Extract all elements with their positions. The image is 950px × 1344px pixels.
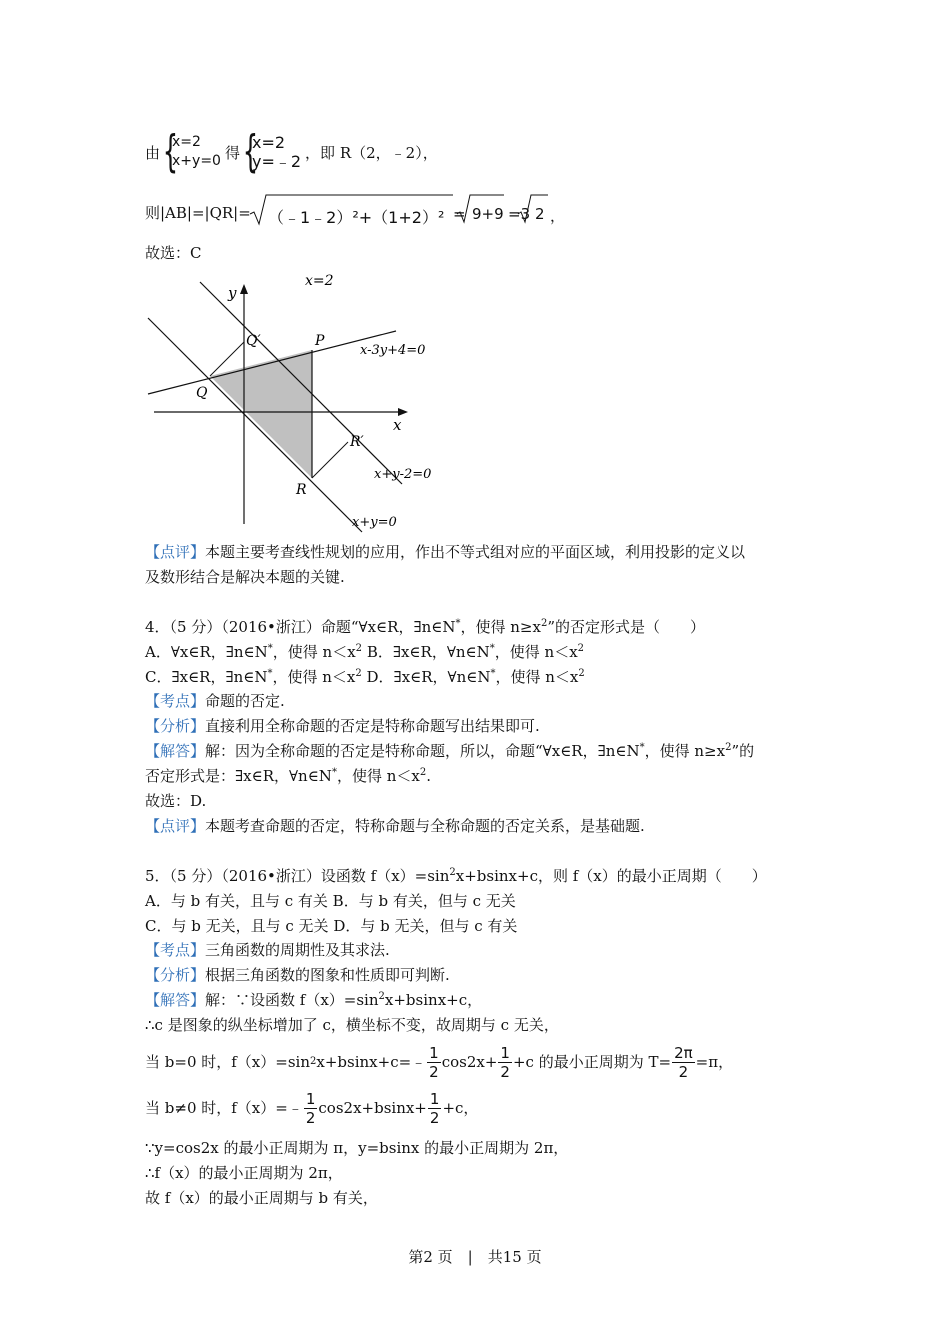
q5-line5: ∵y=cos2x 的最小正周期为 π，y=bsinx 的最小正周期为 2π，	[145, 1139, 569, 1157]
q4-stem-c: ”的否定形式是（ ）	[547, 618, 705, 636]
label-x: x	[393, 416, 402, 434]
label-p: P	[315, 333, 325, 349]
opt-a1: A．∀x∈R，∃n∈N	[145, 643, 268, 661]
label-line3: x+y=0	[352, 515, 397, 530]
tag-dianping: 【点评】	[145, 817, 206, 835]
sup: *	[331, 767, 337, 778]
feasible-region	[210, 350, 312, 478]
eq-2: =	[453, 205, 466, 223]
q5-line3e: =π，	[695, 1053, 734, 1071]
sup: *	[267, 668, 273, 679]
q4-jieda1c: ”的	[731, 742, 755, 760]
q5-stem	[145, 866, 767, 886]
frac-num: 1	[429, 1043, 439, 1062]
q5-stem-a: 5．（5 分）（2016•浙江）设函数 f（x）=sin	[145, 867, 450, 885]
radicand-3: 2	[535, 205, 545, 223]
q5-fenxi	[145, 965, 450, 985]
q5-jieda1	[145, 990, 482, 1010]
frac-den: 2	[305, 1108, 316, 1127]
q5-jieda1b: x+bsinx+c，	[384, 991, 483, 1009]
q4-stem-b: ，使得 n≥x	[460, 618, 541, 636]
sup: *	[455, 618, 461, 629]
q4-jieda2a: 否定形式是：∃x∈R，∀n∈N	[145, 767, 332, 785]
q4-stem	[145, 617, 705, 637]
tag-dianping: 【点评】	[145, 543, 206, 561]
fraction-half-1	[427, 1044, 441, 1081]
fraction-2pi	[672, 1044, 695, 1081]
q4-answer: 故选：D.	[145, 792, 207, 810]
tag-kaodian: 【考点】	[145, 692, 206, 710]
q4-dianping	[145, 816, 645, 836]
label-r: R	[296, 482, 307, 498]
q5-jieda1a: 解：∵设函数 f（x）=sin	[205, 991, 379, 1009]
opt-c1: C．∃x∈R，∃n∈N	[145, 668, 268, 686]
fraction-half-4	[428, 1090, 442, 1127]
opt-b1: B．∃x∈R，∀n∈N	[362, 643, 490, 661]
label-y: y	[228, 284, 237, 302]
x-axis-arrow	[398, 408, 408, 416]
linear-programming-graph	[140, 272, 450, 534]
tag-kaodian: 【考点】	[145, 941, 206, 959]
q5-line7: 故 f（x）的最小正周期与 b 有关，	[145, 1189, 378, 1207]
q5-fenxi-text: 根据三角函数的图象和性质即可判断.	[205, 966, 450, 984]
q5-line6: ∴f（x）的最小正周期为 2π，	[145, 1164, 343, 1182]
opt-c2: ，使得 n＜x	[272, 668, 356, 686]
q4-jieda1b: ，使得 n≥x	[644, 742, 726, 760]
sup: 2	[725, 742, 732, 753]
sys1-eq2: x+y=0	[172, 153, 221, 169]
q4-kaodian-text: 命题的否定.	[205, 692, 285, 710]
q4-fenxi	[145, 716, 540, 736]
label-line1: x-3y+4=0	[360, 343, 426, 358]
tag-fenxi: 【分析】	[145, 717, 206, 735]
eq-3: =3	[508, 205, 531, 223]
line-x+y-0	[148, 318, 362, 532]
sup: 2	[540, 618, 548, 629]
frac-num: 1	[305, 1089, 316, 1108]
q5-line2: ∴c 是图象的纵坐标增加了 c，横坐标不变，故周期与 c 无关，	[145, 1016, 559, 1034]
radicand-1: （﹣1﹣2）²+（1+2）²	[268, 208, 445, 227]
ab-line	[145, 203, 251, 223]
q3-comment-line1	[145, 542, 745, 562]
sup: 2	[578, 668, 585, 679]
frac-den: 2	[429, 1108, 440, 1127]
q5-line4c: +c，	[442, 1099, 479, 1117]
text-de: 得	[224, 143, 240, 162]
q4-jieda1a: 解：因为全称命题的否定是特称命题，所以，命题“∀x∈R，∃n∈N	[205, 742, 640, 760]
page-footer: 第2 页 | 共15 页	[408, 1248, 542, 1266]
sup: 2	[449, 867, 456, 878]
q3-comment-line2: 及数形结合是解决本题的关键.	[145, 568, 345, 586]
q4-kaodian	[145, 691, 285, 711]
label-line2: x+y-2=0	[374, 467, 432, 482]
brace-1: {	[162, 126, 179, 177]
sup: *	[489, 643, 495, 654]
ab-prefix: 则|AB|=|QR|=	[145, 204, 251, 222]
text-you: 由	[145, 143, 161, 162]
q5-kaodian	[145, 940, 390, 960]
q5-options-cd: C．与 b 无关，且与 c 无关 D．与 b 无关，但与 c 有关	[145, 917, 518, 935]
sup: 2	[577, 643, 585, 654]
sys2-eq1: x=2	[251, 133, 286, 152]
q4-options-ab	[145, 642, 584, 662]
frac-num: 1	[500, 1043, 510, 1062]
tag-jieda: 【解答】	[145, 991, 206, 1009]
system-line	[145, 126, 438, 177]
q5-line3d: +c 的最小正周期为 T=	[512, 1053, 672, 1071]
opt-d2: ，使得 n＜x	[495, 668, 579, 686]
segment-rr	[312, 442, 348, 478]
q4-jieda1	[145, 741, 754, 761]
q5-line3: 当 b=0 时，f（x）=sin 2 x+bsinx+c=﹣ $\frac{1}{2}$ cos2x+ $\frac{1}{2}$ +c 的最小正周期为 T= $\frac{2\pi}{2}$ =π，	[145, 1043, 734, 1081]
sup: *	[267, 643, 273, 654]
label-q: Q	[196, 385, 208, 401]
frac-den: 2	[429, 1062, 439, 1081]
frac-num: 1	[429, 1089, 440, 1108]
q5-line3b: x+bsinx+c=﹣	[316, 1053, 427, 1071]
sup: *	[639, 742, 645, 753]
tag-fenxi: 【分析】	[145, 966, 206, 984]
q4-fenxi-text: 直接利用全称命题的否定是特称命题写出结果即可.	[205, 717, 540, 735]
q5-line3a: 当 b=0 时，f（x）=sin	[145, 1053, 310, 1071]
frac-den: 2	[500, 1062, 510, 1081]
sup: 2	[355, 668, 362, 679]
fraction-half-3	[304, 1090, 318, 1127]
opt-d1: D．∃x∈R，∀n∈N	[361, 668, 491, 686]
sup: 2	[419, 767, 427, 778]
sup: 2	[355, 643, 363, 654]
q5-line4b: cos2x+bsinx+	[318, 1099, 427, 1117]
q5-kaodian-text: 三角函数的周期性及其求法.	[205, 941, 390, 959]
q4-stem-a: 4．（5 分）（2016•浙江）命题“∀x∈R，∃n∈N	[145, 618, 456, 636]
q5-stem-b: x+bsinx+c，则 f（x）的最小正周期（ ）	[455, 867, 767, 885]
label-x2: x=2	[305, 273, 334, 289]
brace-2: {	[242, 126, 259, 177]
q5-line3c: cos2x+	[441, 1053, 498, 1071]
q5-line4	[145, 1088, 478, 1128]
system-2	[252, 133, 301, 171]
q5-line4a: 当 b≠0 时，f（x）=﹣	[145, 1099, 303, 1117]
sys2-eq2: y=﹣2	[251, 152, 302, 171]
y-axis-arrow	[240, 284, 248, 294]
opt-a2: ，使得 n＜x	[272, 643, 356, 661]
system-1	[172, 133, 221, 171]
fraction-half-2	[498, 1044, 512, 1081]
q3-comment-text1: 本题主要考查线性规划的应用，作出不等式组对应的平面区域，利用投影的定义以	[205, 543, 746, 561]
q5-options-ab: A．与 b 有关，且与 c 有关 B．与 b 有关，但与 c 无关	[145, 892, 516, 910]
frac-den: 2	[678, 1062, 689, 1081]
ab-tail: ，	[550, 207, 566, 225]
label-rprime: R′	[350, 434, 364, 450]
sys1-eq1: x=2	[172, 134, 201, 150]
opt-b2: ，使得 n＜x	[494, 643, 578, 661]
q4-jieda2	[145, 766, 431, 786]
frac-num: 2π	[674, 1043, 693, 1062]
q4-jieda2c: .	[426, 767, 431, 785]
label-qprime: Q′	[246, 333, 261, 349]
q4-jieda2b: ，使得 n＜x	[336, 767, 420, 785]
q4-options-cd	[145, 667, 585, 687]
q4-dianping-text: 本题考查命题的否定，特称命题与全称命题的否定关系，是基础题.	[205, 817, 645, 835]
sup: *	[490, 668, 496, 679]
tag-jieda: 【解答】	[145, 742, 206, 760]
radicand-2: 9+9	[472, 205, 504, 223]
text-result: ，即 R（2，﹣2），	[305, 143, 438, 162]
answer-c: 故选：C	[145, 244, 202, 262]
sup: 2	[378, 991, 385, 1002]
